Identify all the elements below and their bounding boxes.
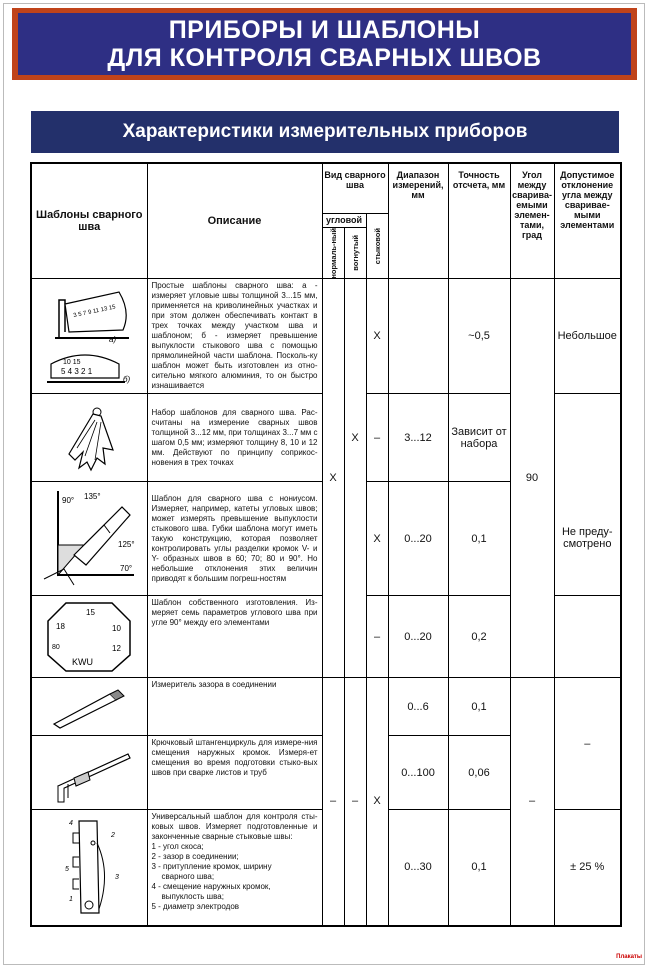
header-convex: вогнутый	[350, 234, 360, 271]
normal-dash: –	[344, 678, 366, 926]
description-line: 5 - диаметр электродов	[151, 902, 240, 912]
angle-125-label: 125°	[118, 539, 135, 549]
template-image-gap-gauge	[31, 678, 147, 736]
callout-4: 4	[69, 820, 74, 828]
description-line: 2 - зазор в соединении;	[151, 852, 239, 862]
angle-90-label: 90°	[62, 495, 75, 505]
header-range: Диапазон измерений, мм	[388, 163, 448, 279]
scale-b2-label: 10 15	[63, 359, 81, 367]
range-value: 0...20	[388, 482, 448, 596]
header-deviation: Допустимое отклонение угла между сваривае-мыми элементами	[554, 163, 621, 279]
description-line: сварного шва;	[161, 872, 215, 882]
description-line: 1 - угол скоса;	[151, 842, 204, 852]
description-line: 3 - притупление кромок, ширину	[151, 862, 272, 872]
template-image-set	[31, 394, 147, 482]
callout-3: 3	[115, 874, 120, 882]
num-12: 12	[112, 643, 122, 653]
callout-2: 2	[111, 832, 116, 840]
fig-b-label: б)	[123, 375, 131, 385]
title-line-2: ДЛЯ КОНТРОЛЯ СВАРНЫХ ШВОВ	[107, 44, 542, 72]
accuracy-value: 0,1	[448, 810, 510, 926]
template-image-universal	[31, 810, 147, 926]
butt-x: X	[366, 678, 388, 926]
angle-135-label: 135°	[84, 491, 101, 501]
table-row	[31, 678, 621, 736]
range-value: 0...6	[388, 678, 448, 736]
range-value: 3...12	[388, 394, 448, 482]
scale-a-label: 3 5 7 9 11 13 15	[73, 304, 117, 320]
butt-value: –	[366, 596, 388, 678]
publisher-mark: Плакаты	[616, 954, 642, 960]
description-cell: Шаблон собственного изготовления. Из-меряет семь параметров углового шва при угле 90° между его элементами	[147, 596, 322, 678]
header-weld-type: Вид сварного шва	[322, 163, 388, 213]
template-image-vernier	[31, 482, 147, 596]
num-15: 15	[86, 607, 96, 617]
description-cell: Крючковый штангенциркуль для измере-ния смещения наружных кромок. Измеря-ет смещения во время подготовки стыко-вых швов при сварке листов и труб	[147, 736, 322, 810]
template-image-simple	[31, 279, 147, 394]
kwu-label: KWU	[72, 656, 94, 667]
title-banner	[12, 8, 637, 80]
header-templates: Шаблоны сварного шва	[31, 163, 147, 279]
title-line-1: ПРИБОРЫ И ШАБЛОНЫ	[168, 16, 481, 44]
description-cell: Шаблон для сварного шва с нониусом. Измеряет, например, катеты угловых швов; может измерять превышение выпуклости стыкового шва. Губки шаблона могут иметь такую конструкцию, которая позволяет контролировать углы разделки кромок V- и Y- образных швов в 60; 70; 80 и 90°. Но небольшие отклонения этих величин приводят к большим погреш-ностям	[147, 482, 322, 596]
range-value	[388, 279, 448, 394]
header-angle: Угол между сварива-емыми элемен-тами, град	[510, 163, 554, 279]
num-18: 18	[56, 621, 66, 631]
callout-5: 5	[65, 866, 70, 874]
butt-value: X	[366, 279, 388, 394]
butt-value: –	[366, 394, 388, 482]
angle-dash: –	[510, 678, 554, 926]
description-cell: Простые шаблоны сварного шва: а - измеряет угловые швы толщиной 3...15 мм, применяется на криволинейных участках и при этом должен обеспечивать контакт в трех точках между участком шва и шаблоном; б - измеряет превышение выпуклости стыкового шва с помощью прямолинейной части шаблона. Посколь-ку шаблон может быть изготовлен из отно-сительно мягкого алюминия, то он быстро изнашивается	[147, 279, 322, 394]
description-cell	[147, 810, 322, 926]
header-butt: стыковой	[372, 227, 382, 264]
range-value: 0...100	[388, 736, 448, 810]
characteristics-table	[30, 162, 622, 927]
accuracy-value: ~0,5	[448, 279, 510, 394]
accuracy-value: Зависит от набора	[448, 394, 510, 482]
scale-b-label: 5 4 3 2 1	[61, 367, 93, 377]
header-normal: нормаль-ный	[328, 227, 338, 279]
num-10: 10	[112, 623, 122, 633]
fig-a-label: а)	[109, 335, 117, 345]
deviation-value: –	[554, 678, 621, 810]
convex-value: X	[344, 394, 366, 482]
range-value: 0...30	[388, 810, 448, 926]
template-image-caliper	[31, 736, 147, 810]
description-cell: Набор шаблонов для сварного шва. Рас-считаны на измерение сварных швов толщиной 3...12 мм, при толщинах 3...7 мм с шагом 0,5 мм; измеряют толщину 8, 10 и 12 мм. Действуют по принципу соприкос-новения в трех точках	[147, 394, 322, 482]
table-row	[31, 279, 621, 394]
angle-70-label: 70°	[120, 563, 133, 573]
accuracy-value: 0,1	[448, 482, 510, 596]
description-line: выпуклость шва;	[161, 892, 224, 902]
range-value: 0...20	[388, 596, 448, 678]
header-description: Описание	[147, 163, 322, 279]
header-fillet: угловой	[322, 213, 366, 227]
header-accuracy: Точность отсчета, мм	[448, 163, 510, 279]
deviation-value: Небольшое	[554, 279, 621, 394]
butt-value: X	[366, 482, 388, 596]
description-cell: Измеритель зазора в соединении	[147, 678, 322, 736]
callout-1: 1	[69, 896, 74, 904]
accuracy-value: 0,06	[448, 736, 510, 810]
subtitle-banner: Характеристики измерительных приборов	[31, 111, 619, 153]
deviation-value: Не преду-смотрено	[554, 482, 621, 596]
accuracy-value: 0,2	[448, 596, 510, 678]
description-line: 4 - смещение наружных кромок,	[151, 882, 271, 892]
template-image-octagon	[31, 596, 147, 678]
accuracy-value: 0,1	[448, 678, 510, 736]
angle-value: 90	[510, 279, 554, 678]
normal-x: X	[322, 279, 344, 678]
description-line: Универсальный шаблон для контроля сты-ковых швов. Измеряет подготовленные и законченные сварные стыковые швы:	[151, 812, 318, 842]
deviation-value: ± 25 %	[554, 810, 621, 926]
num-80: 80	[52, 643, 61, 651]
fillet-dash: –	[322, 678, 344, 926]
